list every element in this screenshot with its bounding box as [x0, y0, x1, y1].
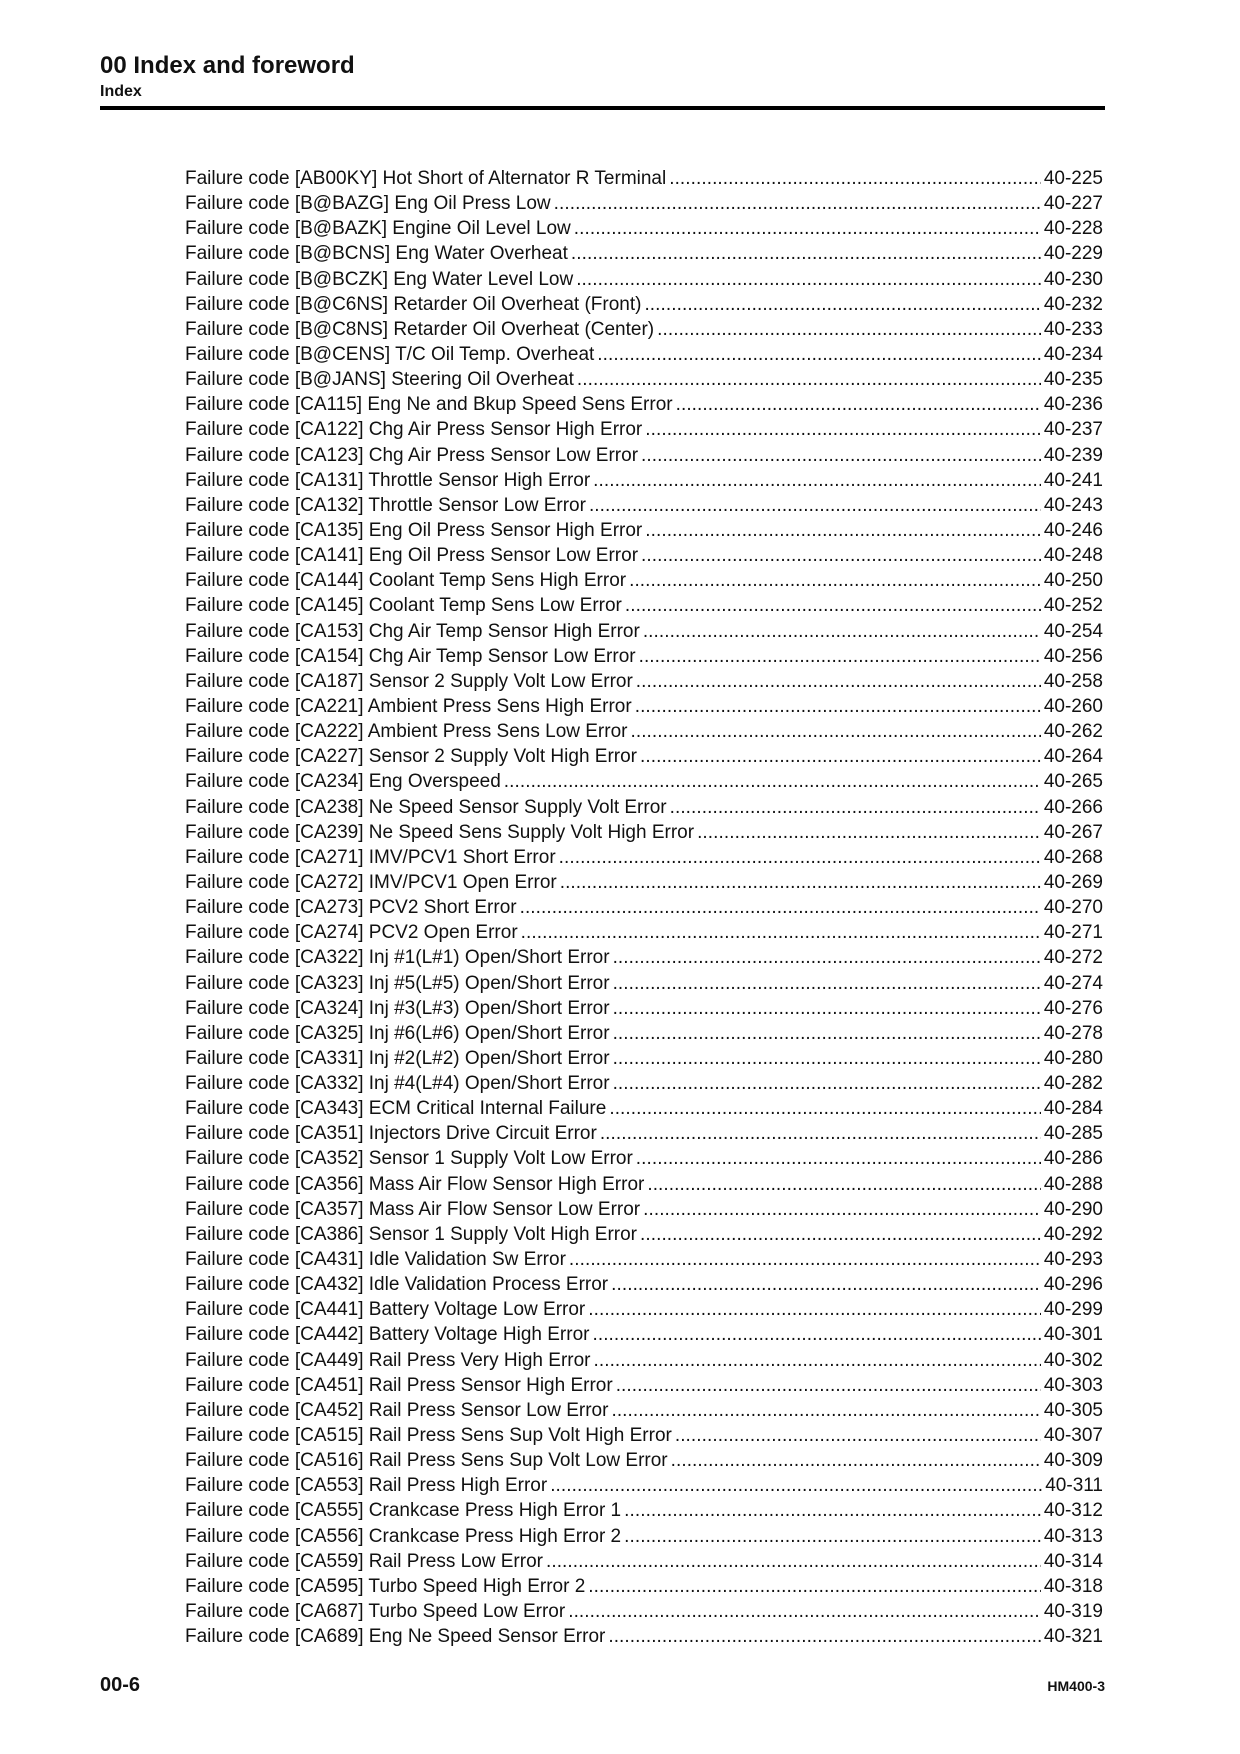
index-entry[interactable] [185, 1524, 1103, 1549]
index-entry-page: 40-248 [1043, 545, 1103, 567]
index-entry-title: Failure code [CA553] Rail Press High Error [185, 1475, 548, 1497]
index-entry[interactable] [185, 216, 1103, 241]
index-entry-title: Failure code [CA123] Chg Air Press Sensor Low Error [185, 444, 639, 466]
index-entry-title: Failure code [CA556] Crankcase Press High Error 2 [185, 1525, 622, 1547]
dot-leader [577, 367, 1041, 392]
index-entry-title: Failure code [CA144] Coolant Temp Sens High Error [185, 570, 627, 592]
index-entry-title: Failure code [CA274] PCV2 Open Error [185, 922, 518, 944]
index-entry[interactable] [185, 1473, 1103, 1498]
index-entry[interactable] [185, 1549, 1103, 1574]
dot-leader [554, 191, 1041, 216]
dot-leader [636, 1146, 1041, 1171]
dot-leader [613, 1046, 1041, 1071]
index-entry-page: 40-239 [1043, 444, 1103, 466]
index-entry-title: Failure code [CA356] Mass Air Flow Sensor High Error [185, 1173, 645, 1195]
index-entry[interactable] [185, 417, 1103, 442]
dot-leader [613, 1021, 1041, 1046]
index-entry-page: 40-268 [1043, 846, 1103, 868]
dot-leader [624, 1524, 1041, 1549]
index-entry-page: 40-271 [1043, 922, 1103, 944]
index-entry-page: 40-280 [1043, 1047, 1103, 1069]
index-entry[interactable] [185, 996, 1103, 1021]
index-entry-page: 40-236 [1043, 394, 1103, 416]
index-entry-page: 40-228 [1043, 218, 1103, 240]
index-entry-page: 40-243 [1043, 494, 1103, 516]
index-entry-page: 40-235 [1043, 369, 1103, 391]
index-entry-page: 40-230 [1043, 268, 1103, 290]
dot-leader [676, 392, 1041, 417]
dot-leader [569, 1247, 1041, 1272]
dot-leader [588, 1297, 1041, 1322]
index-entry[interactable] [185, 292, 1103, 317]
footer-page-number: 00-6 [100, 1674, 141, 1696]
index-entry-title: Failure code [B@C6NS] Retarder Oil Overheat (Front) [185, 293, 642, 315]
index-entry[interactable] [185, 1146, 1103, 1171]
index-entry[interactable] [185, 367, 1103, 392]
index-entry[interactable] [185, 795, 1103, 820]
dot-leader [611, 1398, 1040, 1423]
index-entry-page: 40-256 [1043, 645, 1103, 667]
index-entry-page: 40-282 [1043, 1073, 1103, 1095]
index-entry-title: Failure code [CA559] Rail Press Low Error [185, 1550, 543, 1572]
index-entry[interactable] [185, 644, 1103, 669]
dot-leader [613, 1071, 1041, 1096]
footer-model-code: HM400-3 [1047, 1678, 1105, 1694]
index-entry-title: Failure code [CA324] Inj #3(L#3) Open/Short Error [185, 997, 610, 1019]
index-entry-page: 40-246 [1043, 519, 1103, 541]
index-entry-title: Failure code [CA221] Ambient Press Sens High Error [185, 695, 632, 717]
index-entry[interactable] [185, 1574, 1103, 1599]
index-entry[interactable] [185, 593, 1103, 618]
index-entry-page: 40-254 [1043, 620, 1103, 642]
index-entry[interactable] [185, 870, 1103, 895]
header-divider [100, 106, 1105, 110]
dot-leader [675, 1423, 1041, 1448]
index-entry-page: 40-266 [1043, 796, 1103, 818]
index-entry-title: Failure code [CA323] Inj #5(L#5) Open/Short Error [185, 972, 610, 994]
index-entry-page: 40-318 [1043, 1575, 1103, 1597]
index-entry[interactable] [185, 820, 1103, 845]
dot-leader [571, 241, 1041, 266]
index-entry[interactable] [185, 518, 1103, 543]
index-entry-title: Failure code [CA154] Chg Air Temp Sensor Low Error [185, 645, 636, 667]
dot-leader [643, 619, 1041, 644]
index-entry-title: Failure code [CA352] Sensor 1 Supply Volt Low Error [185, 1148, 633, 1170]
index-entry[interactable] [185, 1348, 1103, 1373]
index-entry-page: 40-276 [1043, 997, 1103, 1019]
dot-leader [645, 417, 1041, 442]
index-entry-page: 40-270 [1043, 897, 1103, 919]
index-entry[interactable] [185, 1172, 1103, 1197]
dot-leader [520, 895, 1041, 920]
index-entry-title: Failure code [B@CENS] T/C Oil Temp. Overheat [185, 343, 595, 365]
dot-leader [636, 669, 1041, 694]
index-entry[interactable] [185, 1624, 1103, 1649]
index-entry[interactable] [185, 392, 1103, 417]
index-entry-page: 40-274 [1043, 972, 1103, 994]
index-entry-page: 40-314 [1043, 1550, 1103, 1572]
index-entry-title: Failure code [CA325] Inj #6(L#6) Open/Short Error [185, 1022, 610, 1044]
index-entry-page: 40-285 [1043, 1123, 1103, 1145]
dot-leader [697, 820, 1041, 845]
index-entry-page: 40-307 [1043, 1425, 1103, 1447]
dot-leader [609, 1096, 1040, 1121]
index-entry-page: 40-269 [1043, 871, 1103, 893]
dot-leader [546, 1549, 1041, 1574]
index-entry[interactable] [185, 1398, 1103, 1423]
dot-leader [560, 870, 1041, 895]
index-entry-title: Failure code [CA273] PCV2 Short Error [185, 897, 517, 919]
index-entry-page: 40-302 [1043, 1349, 1103, 1371]
dot-leader [574, 216, 1041, 241]
dot-leader [600, 1121, 1041, 1146]
index-entry[interactable] [185, 267, 1103, 292]
index-entry-title: Failure code [CA153] Chg Air Temp Sensor High Error [185, 620, 640, 642]
index-entry[interactable] [185, 920, 1103, 945]
index-entry-title: Failure code [CA516] Rail Press Sens Sup Volt Low Error [185, 1450, 668, 1472]
dot-leader [576, 267, 1041, 292]
index-entry-page: 40-293 [1043, 1249, 1103, 1271]
index-entry-page: 40-303 [1043, 1374, 1103, 1396]
index-entry[interactable] [185, 1071, 1103, 1096]
index-entry[interactable] [185, 1448, 1103, 1473]
index-entry-title: Failure code [CA272] IMV/PCV1 Open Error [185, 871, 557, 893]
index-entry-page: 40-313 [1043, 1525, 1103, 1547]
index-entry-title: Failure code [CA145] Coolant Temp Sens Low Error [185, 595, 622, 617]
dot-leader [630, 719, 1040, 744]
index-entry[interactable] [185, 1197, 1103, 1222]
dot-leader [645, 518, 1041, 543]
index-entry-title: Failure code [CA234] Eng Overspeed [185, 771, 501, 793]
index-entry-title: Failure code [CA452] Rail Press Sensor Low Error [185, 1399, 609, 1421]
section-subtitle: Index [100, 83, 142, 100]
dot-leader [644, 292, 1040, 317]
index-entry-page: 40-286 [1043, 1148, 1103, 1170]
dot-leader [624, 1498, 1041, 1523]
index-entry-title: Failure code [CA431] Idle Validation Sw Error [185, 1249, 566, 1271]
index-entry-page: 40-312 [1043, 1500, 1103, 1522]
index-entry-title: Failure code [CA555] Crankcase Press High Error 1 [185, 1500, 622, 1522]
index-entry[interactable] [185, 945, 1103, 970]
dot-leader [629, 568, 1041, 593]
index-entry-page: 40-292 [1043, 1223, 1103, 1245]
index-entry-page: 40-232 [1043, 293, 1103, 315]
index-entry-title: Failure code [CA238] Ne Speed Sensor Supply Volt Error [185, 796, 667, 818]
index-entry-title: Failure code [CA687] Turbo Speed Low Error [185, 1601, 566, 1623]
index-entry-title: Failure code [CA432] Idle Validation Process Error [185, 1274, 609, 1296]
index-entry-page: 40-272 [1043, 947, 1103, 969]
index-entry-title: Failure code [CA132] Throttle Sensor Low Error [185, 494, 586, 516]
index-entry-page: 40-227 [1043, 193, 1103, 215]
index-entry-title: Failure code [AB00KY] Hot Short of Alternator R Terminal [185, 168, 667, 189]
index-entry[interactable] [185, 1599, 1103, 1624]
index-entry[interactable] [185, 1272, 1103, 1297]
index-entry[interactable] [185, 1297, 1103, 1322]
dot-leader [640, 744, 1041, 769]
dot-leader [641, 443, 1041, 468]
index-entry-page: 40-225 [1043, 168, 1103, 189]
index-entry-title: Failure code [CA122] Chg Air Press Sensor High Error [185, 419, 643, 441]
index-entry-page: 40-260 [1043, 695, 1103, 717]
index-entry-page: 40-233 [1043, 318, 1103, 340]
index-entry-title: Failure code [B@BAZK] Engine Oil Level Low [185, 218, 571, 240]
page-header [100, 52, 1105, 102]
index-entry-title: Failure code [CA357] Mass Air Flow Sensor Low Error [185, 1198, 641, 1220]
index-entry[interactable] [185, 493, 1103, 518]
index-entry[interactable] [185, 719, 1103, 744]
index-entry-page: 40-252 [1043, 595, 1103, 617]
index-entry-page: 40-262 [1043, 721, 1103, 743]
dot-leader [613, 971, 1041, 996]
index-entry[interactable] [185, 971, 1103, 996]
index-entry[interactable] [185, 1046, 1103, 1071]
index-entry-title: Failure code [CA351] Injectors Drive Circuit Error [185, 1123, 597, 1145]
index-entry[interactable] [185, 1096, 1103, 1121]
dot-leader [613, 996, 1041, 1021]
index-entry-page: 40-229 [1043, 243, 1103, 265]
index-entry[interactable] [185, 568, 1103, 593]
index-entry[interactable] [185, 241, 1103, 266]
index-entry-title: Failure code [CA449] Rail Press Very High Error [185, 1349, 591, 1371]
index-entry-page: 40-237 [1043, 419, 1103, 441]
dot-leader [504, 769, 1041, 794]
index-entry-title: Failure code [B@JANS] Steering Oil Overheat [185, 369, 574, 391]
index-entry[interactable] [185, 845, 1103, 870]
index-entry[interactable] [185, 468, 1103, 493]
dot-leader [635, 694, 1041, 719]
dot-leader [588, 1574, 1041, 1599]
index-entry-page: 40-284 [1043, 1098, 1103, 1120]
index-entry-page: 40-309 [1043, 1450, 1103, 1472]
dot-leader [671, 1448, 1041, 1473]
index-entry-page: 40-299 [1043, 1299, 1103, 1321]
dot-leader [597, 342, 1041, 367]
dot-leader [568, 1599, 1041, 1624]
index-entry-page: 40-241 [1043, 469, 1103, 491]
dot-leader [559, 845, 1041, 870]
index-entry-page: 40-288 [1043, 1173, 1103, 1195]
dot-leader [639, 644, 1041, 669]
index-entry[interactable] [185, 1498, 1103, 1523]
index-entry-title: Failure code [CA331] Inj #2(L#2) Open/Short Error [185, 1047, 610, 1069]
index-entry[interactable] [185, 1021, 1103, 1046]
section-title: 00 Index and foreword [100, 52, 355, 79]
index-entry-title: Failure code [CA135] Eng Oil Press Sensor High Error [185, 519, 643, 541]
index-entry[interactable] [185, 744, 1103, 769]
index-entry-page: 40-267 [1043, 821, 1103, 843]
index-entry[interactable] [185, 317, 1103, 342]
index-entry-title: Failure code [B@BCNS] Eng Water Overheat [185, 243, 568, 265]
index-entry[interactable] [185, 1423, 1103, 1448]
dot-leader [657, 317, 1041, 342]
index-entry-page: 40-290 [1043, 1198, 1103, 1220]
dot-leader [641, 543, 1041, 568]
dot-leader [643, 1197, 1041, 1222]
dot-leader [611, 1272, 1041, 1297]
dot-leader [625, 593, 1041, 618]
index-entry-page: 40-264 [1043, 746, 1103, 768]
index-entry-title: Failure code [CA386] Sensor 1 Supply Volt High Error [185, 1223, 638, 1245]
index-entry-title: Failure code [CA141] Eng Oil Press Sensor Low Error [185, 545, 639, 567]
dot-leader [521, 920, 1041, 945]
index-entry-page: 40-258 [1043, 670, 1103, 692]
dot-leader [647, 1172, 1040, 1197]
index-entry-page: 40-278 [1043, 1022, 1103, 1044]
index-entry-title: Failure code [CA442] Battery Voltage High Error [185, 1324, 590, 1346]
dot-leader [640, 1222, 1041, 1247]
index-entry-title: Failure code [CA239] Ne Speed Sens Supply Volt High Error [185, 821, 695, 843]
index-entry-page: 40-321 [1043, 1626, 1103, 1648]
dot-leader [593, 468, 1041, 493]
index-entry-page: 40-250 [1043, 570, 1103, 592]
index-entry[interactable] [185, 769, 1103, 794]
index-entry[interactable] [185, 1121, 1103, 1146]
index-entry-title: Failure code [CA515] Rail Press Sens Sup Volt High Error [185, 1425, 672, 1447]
index-entry-title: Failure code [CA131] Throttle Sensor High Error [185, 469, 591, 491]
index-entry-title: Failure code [CA689] Eng Ne Speed Sensor Error [185, 1626, 606, 1648]
index-entry-page: 40-301 [1043, 1324, 1103, 1346]
index-entry-title: Failure code [CA343] ECM Critical Internal Failure [185, 1098, 607, 1120]
dot-leader [613, 945, 1041, 970]
index-entry[interactable] [185, 1322, 1103, 1347]
dot-leader [589, 493, 1041, 518]
index-entry[interactable] [185, 895, 1103, 920]
dot-leader [550, 1473, 1042, 1498]
index-entry-page: 40-296 [1043, 1274, 1103, 1296]
index-entry-page: 40-305 [1043, 1399, 1103, 1421]
index-entry[interactable] [185, 669, 1103, 694]
dot-leader [670, 795, 1041, 820]
index-entry-title: Failure code [CA271] IMV/PCV1 Short Error [185, 846, 556, 868]
index-entry-page: 40-311 [1045, 1475, 1103, 1497]
index-entry[interactable] [185, 1247, 1103, 1272]
index-entry-title: Failure code [CA451] Rail Press Sensor High Error [185, 1374, 613, 1396]
index-entry-title: Failure code [CA227] Sensor 2 Supply Volt High Error [185, 746, 638, 768]
index-entry[interactable] [185, 543, 1103, 568]
index-entry[interactable] [185, 166, 1103, 191]
dot-leader [608, 1624, 1040, 1649]
index-entry-page: 40-319 [1043, 1601, 1103, 1623]
index-entry-title: Failure code [CA595] Turbo Speed High Error 2 [185, 1575, 586, 1597]
index-entry-title: Failure code [CA332] Inj #4(L#4) Open/Short Error [185, 1073, 610, 1095]
index-entry-title: Failure code [CA441] Battery Voltage Low Error [185, 1299, 586, 1321]
index-entry[interactable] [185, 1222, 1103, 1247]
dot-leader [669, 166, 1041, 191]
index-entry[interactable] [185, 342, 1103, 367]
index-entry[interactable] [185, 443, 1103, 468]
index-entry-title: Failure code [B@C8NS] Retarder Oil Overheat (Center) [185, 318, 655, 340]
index-entry-title: Failure code [CA222] Ambient Press Sens Low Error [185, 721, 628, 743]
index-entry-title: Failure code [B@BAZG] Eng Oil Press Low [185, 193, 551, 215]
dot-leader [592, 1322, 1040, 1347]
index-entry-title: Failure code [B@BCZK] Eng Water Level Low [185, 268, 574, 290]
index-entry[interactable] [185, 1373, 1103, 1398]
index-entry-title: Failure code [CA115] Eng Ne and Bkup Speed Sens Error [185, 394, 673, 416]
dot-leader [616, 1373, 1041, 1398]
index-entry[interactable] [185, 619, 1103, 644]
index-entry[interactable] [185, 694, 1103, 719]
index-entry-page: 40-265 [1043, 771, 1103, 793]
index-entry-title: Failure code [CA322] Inj #1(L#1) Open/Short Error [185, 947, 610, 969]
dot-leader [594, 1348, 1041, 1373]
index-entry-page: 40-234 [1043, 343, 1103, 365]
index-list [185, 166, 1103, 1649]
index-entry[interactable] [185, 191, 1103, 216]
index-entry-title: Failure code [CA187] Sensor 2 Supply Volt Low Error [185, 670, 633, 692]
